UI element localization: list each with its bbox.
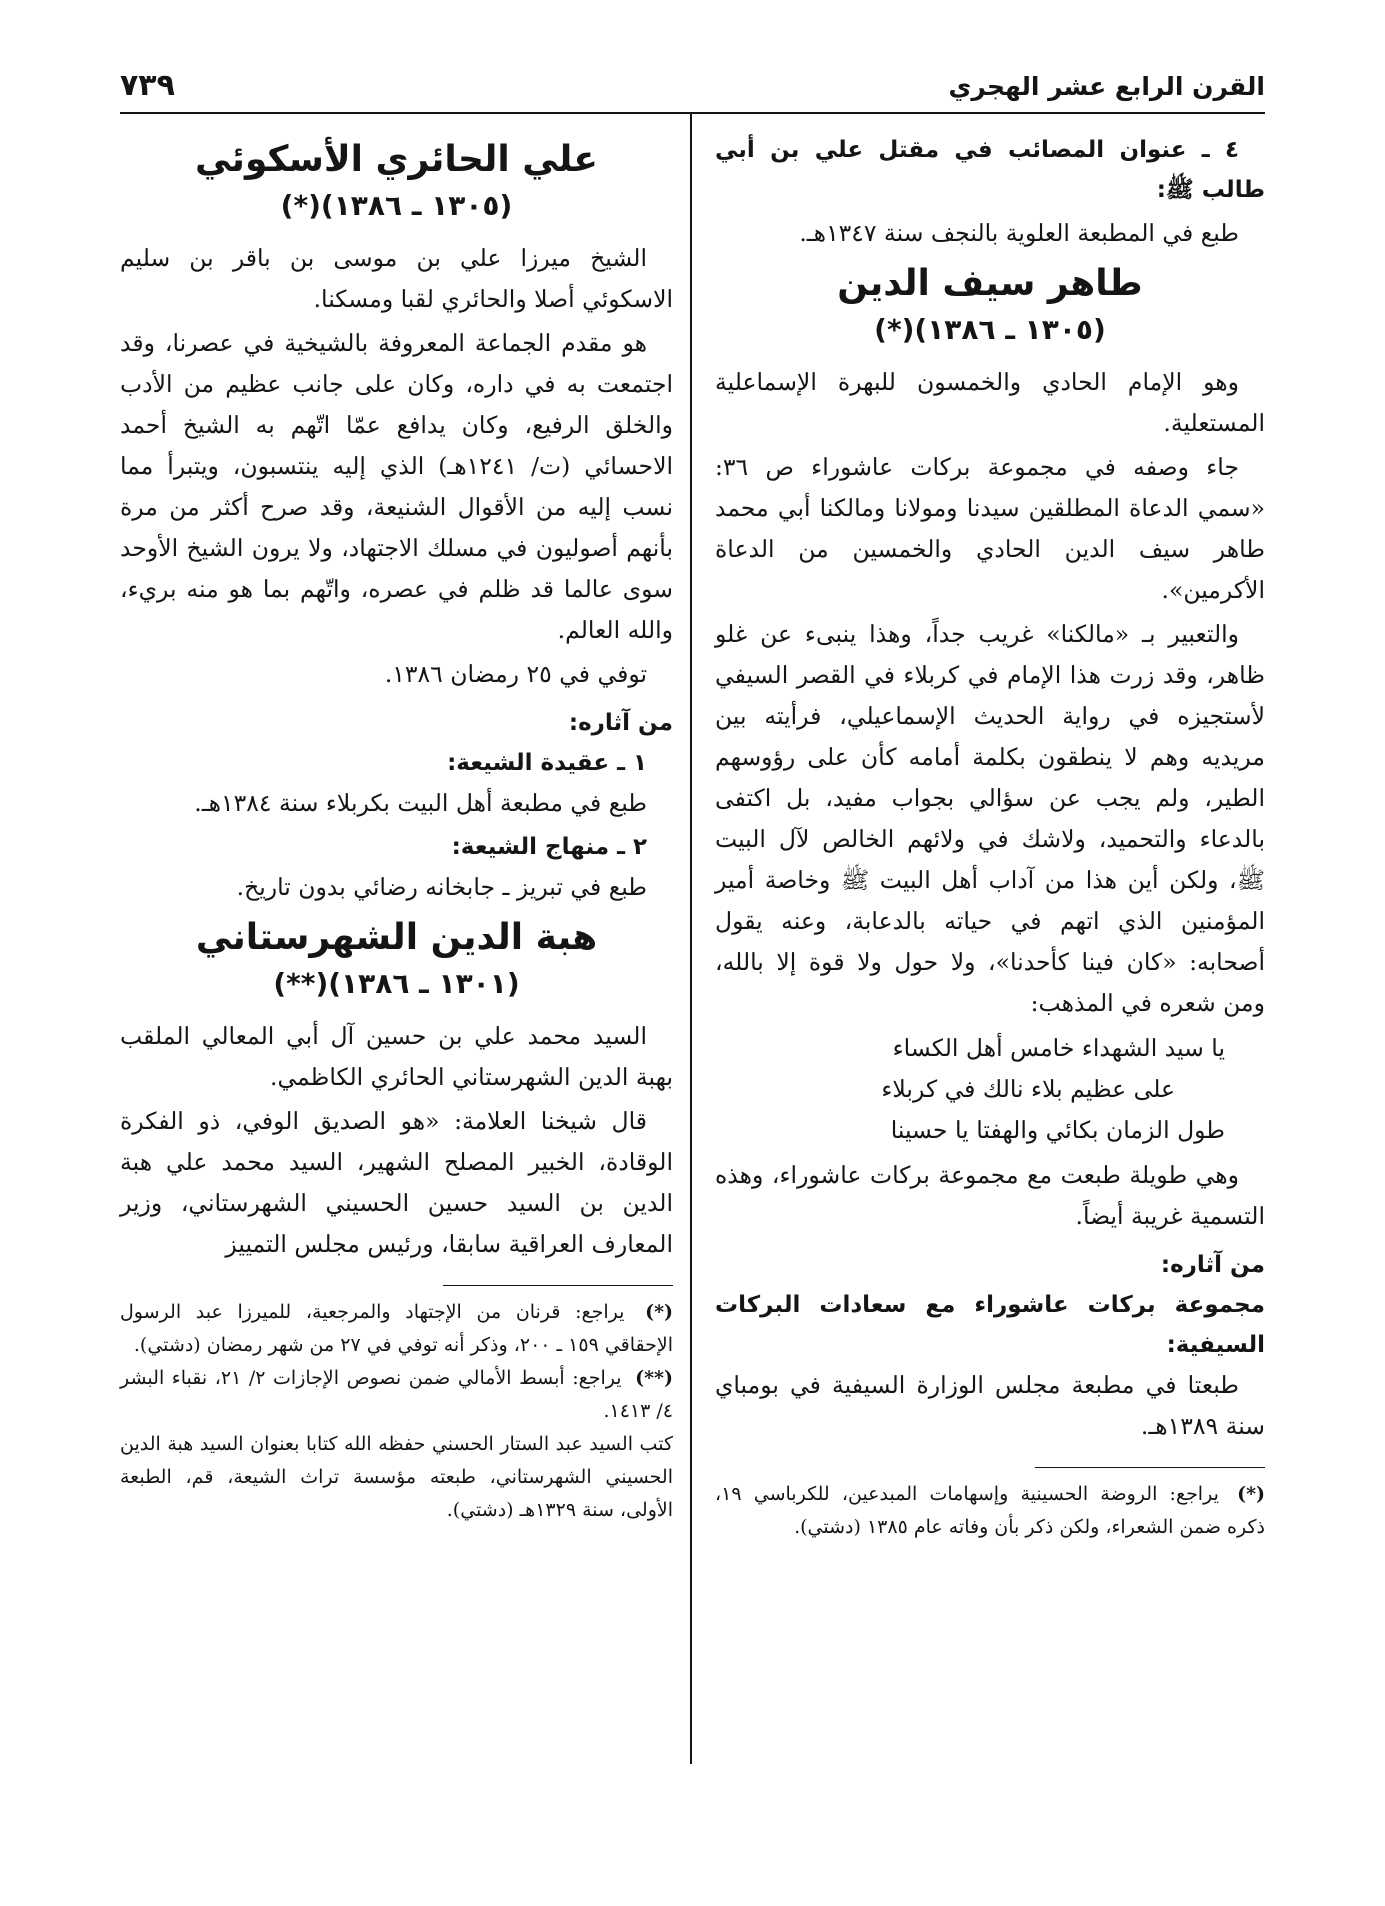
paragraph: توفي في ٢٥ رمضان ١٣٨٦. [384,660,647,688]
entry-title-taher: طاهر سيف الدين [837,263,1143,304]
right-column [715,130,1265,1544]
running-head: القرن الرابع عشر الهجري [948,72,1265,101]
paragraph: وهي طويلة طبعت مع مجموعة بركات عاشوراء، وهذه التسمية غريبة أيضاً. [715,1161,1265,1230]
paragraph: جاء وصفه في مجموعة بركات عاشوراء ص ٣٦: «سمي الدعاة المطلقين سيدنا ومولانا ومالكنا أبي محمد طاهر سيف الدين الحادي والخمسين من الدعاة الأكرمين». [715,453,1265,604]
works-heading: من آثاره: [568,710,673,736]
paragraph: قال شيخنا العلامة: «هو الصديق الوفي، ذو الفكرة الوقادة، الخبير المصلح الشهير، السيد محمد علي هبة الدين بن السيد حسين الحسيني الشهرستاني، وزير المعارف العراقية سابقا، ورئيس مجلس التمييز [120,1107,673,1258]
entry-dates-taher: (١٣٠٥ ـ ١٣٨٦)(*) [874,313,1106,346]
poem-verse: على عظيم بلاء نالك في كربلاء [881,1075,1175,1103]
footnote [715,1478,1265,1544]
item4-heading: ٤ ـ عنوان المصائب في مقتل علي بن أبي طالب ﷺ: [715,137,1265,203]
work-text: طبعتا في مطبعة مجلس الوزارة السيفية في بومباي سنة ١٣٨٩هـ. [715,1371,1265,1440]
footnote-text: يراجع: قرنان من الإجتهاد والمرجعية، للميرزا عبد الرسول الإحقاقي ١٥٩ ـ ٢٠٠، وذكر أنه توفي في ٢٧ من شهر رمضان (دشتي). [120,1301,673,1356]
footnote-rule [1035,1467,1265,1468]
left-column [120,130,673,1527]
poem-verse: يا سيد الشهداء خامس أهل الكساء [892,1034,1225,1062]
footnote-rule [443,1285,673,1286]
column-divider [690,114,692,1764]
footnote-mark: (**) [635,1367,673,1389]
footnote [120,1428,673,1527]
work-title: مجموعة بركات عاشوراء مع سعادات البركات السيفية: [715,1292,1265,1358]
poem-verse: طول الزمان بكائي والهفتا يا حسينا [890,1116,1225,1144]
footnote [120,1362,673,1428]
entry-title-ali: علي الحائري الأسكوئي [195,139,598,180]
footnote-mark: (*) [645,1301,674,1323]
entry-dates-hibat: (١٣٠١ ـ ١٣٨٦)(**) [273,967,520,1000]
entry-title-hibat: هبة الدين الشهرستاني [195,917,598,958]
entry-dates-ali: (١٣٠٥ ـ ١٣٨٦)(*) [280,189,513,222]
item4-text: طبع في المطبعة العلوية بالنجف سنة ١٣٤٧هـ. [799,219,1239,247]
paragraph: وهو الإمام الحادي والخمسون للبهرة الإسماعلية المستعلية. [715,368,1265,437]
footnote-text: يراجع: الروضة الحسينية وإسهامات المبدعين، للكرباسي ١٩، ذكره ضمن الشعراء، ولكن ذكر بأن وفاته عام ١٣٨٥ (دشتي). [715,1483,1265,1538]
paragraph: هو مقدم الجماعة المعروفة بالشيخية في عصرنا، وقد اجتمعت به في داره، وكان على جانب عظيم من الأدب والخلق الرفيع، وكان يدافع عمّا اتّهم به الشيخ أحمد الاحسائي (ت/ ١٢٤١هـ) الذي إليه ينتسبون، ويتبرأ مما نسب إليه من الأقوال الشنيعة، وقد صرح أكثر من مرة بأنهم أصوليون في مسلك الاجتهاد، ولا يرون الشيخ الأوحد سوى عالما قد ظلم في عصره، واتّهم بما هو منه بريء، والله العالم. [120,329,673,644]
page-number: ٧٣٩ [120,68,175,103]
poem [715,1028,1265,1151]
paragraph: السيد محمد علي بن حسين آل أبي المعالي الملقب بهبة الدين الشهرستاني الحائري الكاظمي. [120,1022,673,1091]
works-heading: من آثاره: [1160,1252,1265,1278]
footnote-text: يراجع: أبسط الأمالي ضمن نصوص الإجازات ٢/ ٢١، نقباء البشر ٤/ ١٤١٣. [120,1367,673,1422]
work-text: طبع في مطبعة أهل البيت بكربلاء سنة ١٣٨٤هـ. [194,789,647,817]
work-title: ٢ ـ منهاج الشيعة: [451,834,647,860]
footnote-text: كتب السيد عبد الستار الحسني حفظه الله كتابا بعنوان السيد هبة الدين الحسيني الشهرستاني، طبعته مؤسسة تراث الشيعة، قم، الطبعة الأولى، سنة ١٣٢٩هـ (دشتي). [120,1433,673,1521]
footnote-mark: (*) [1237,1483,1265,1505]
work-text: طبع في تبريز ـ جابخانه رضائي بدون تاريخ. [236,873,647,901]
paragraph: والتعبير بـ «مالكنا» غريب جداً، وهذا ينبىء عن غلو ظاهر، وقد زرت هذا الإمام في كربلاء في القصر السيفي لأستجيزه في رواية الحديث الإسماعيلي، فرأيته بين مريديه وهم لا ينطقون بكلمة أمامه كأن على رؤوسهم الطير، ولم يجب عن سؤالي بجواب مفيد، بل اكتفى بالدعاء والتحميد، ولاشك في ولائهم الخالص لآل البيت ﷺ، ولكن أين هذا من آداب أهل البيت ﷺ وخاصة أمير المؤمنين الذي اتهم في حياته بالدعابة، وعنه يقول أصحابه: «كان فينا كأحدنا»، ولا حول ولا قوة إلا بالله، ومن شعره في المذهب: [715,620,1265,1017]
paragraph: الشيخ ميرزا علي بن موسى بن باقر بن سليم الاسكوئي أصلا والحائري لقبا ومسكنا. [120,244,673,313]
header-rule [120,112,1265,114]
work-title: ١ ـ عقيدة الشيعة: [447,750,647,776]
footnote [120,1296,673,1362]
